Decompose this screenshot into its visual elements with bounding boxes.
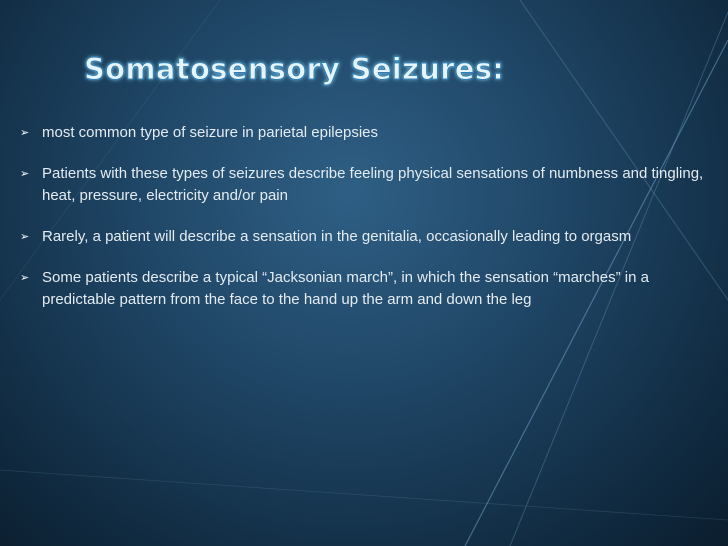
bullet-list <box>20 122 710 330</box>
arrow-bullet-icon: ➢ <box>20 231 30 243</box>
bullet-text: Rarely, a patient will describe a sensation in the genitalia, occasionally leading to orgasm <box>42 228 632 245</box>
bullet-item <box>20 163 710 207</box>
bullet-item <box>20 226 710 248</box>
arrow-bullet-icon: ➢ <box>20 272 30 284</box>
slide-title: Somatosensory Seizures: <box>84 52 505 86</box>
arrow-bullet-icon: ➢ <box>20 127 30 139</box>
bullet-text: most common type of seizure in parietal epilepsies <box>42 124 378 141</box>
bullet-text: Some patients describe a typical “Jacksonian march”, in which the sensation “marches” in a predictable pattern from the face to the hand up the arm and down the leg <box>42 269 649 308</box>
bullet-item <box>20 122 710 144</box>
bullet-item <box>20 267 710 311</box>
arrow-bullet-icon: ➢ <box>20 168 30 180</box>
decor-line <box>0 470 728 520</box>
bullet-text: Patients with these types of seizures describe feeling physical sensations of numbness and tingling, heat, pressure, electricity and/or pain <box>42 165 704 204</box>
